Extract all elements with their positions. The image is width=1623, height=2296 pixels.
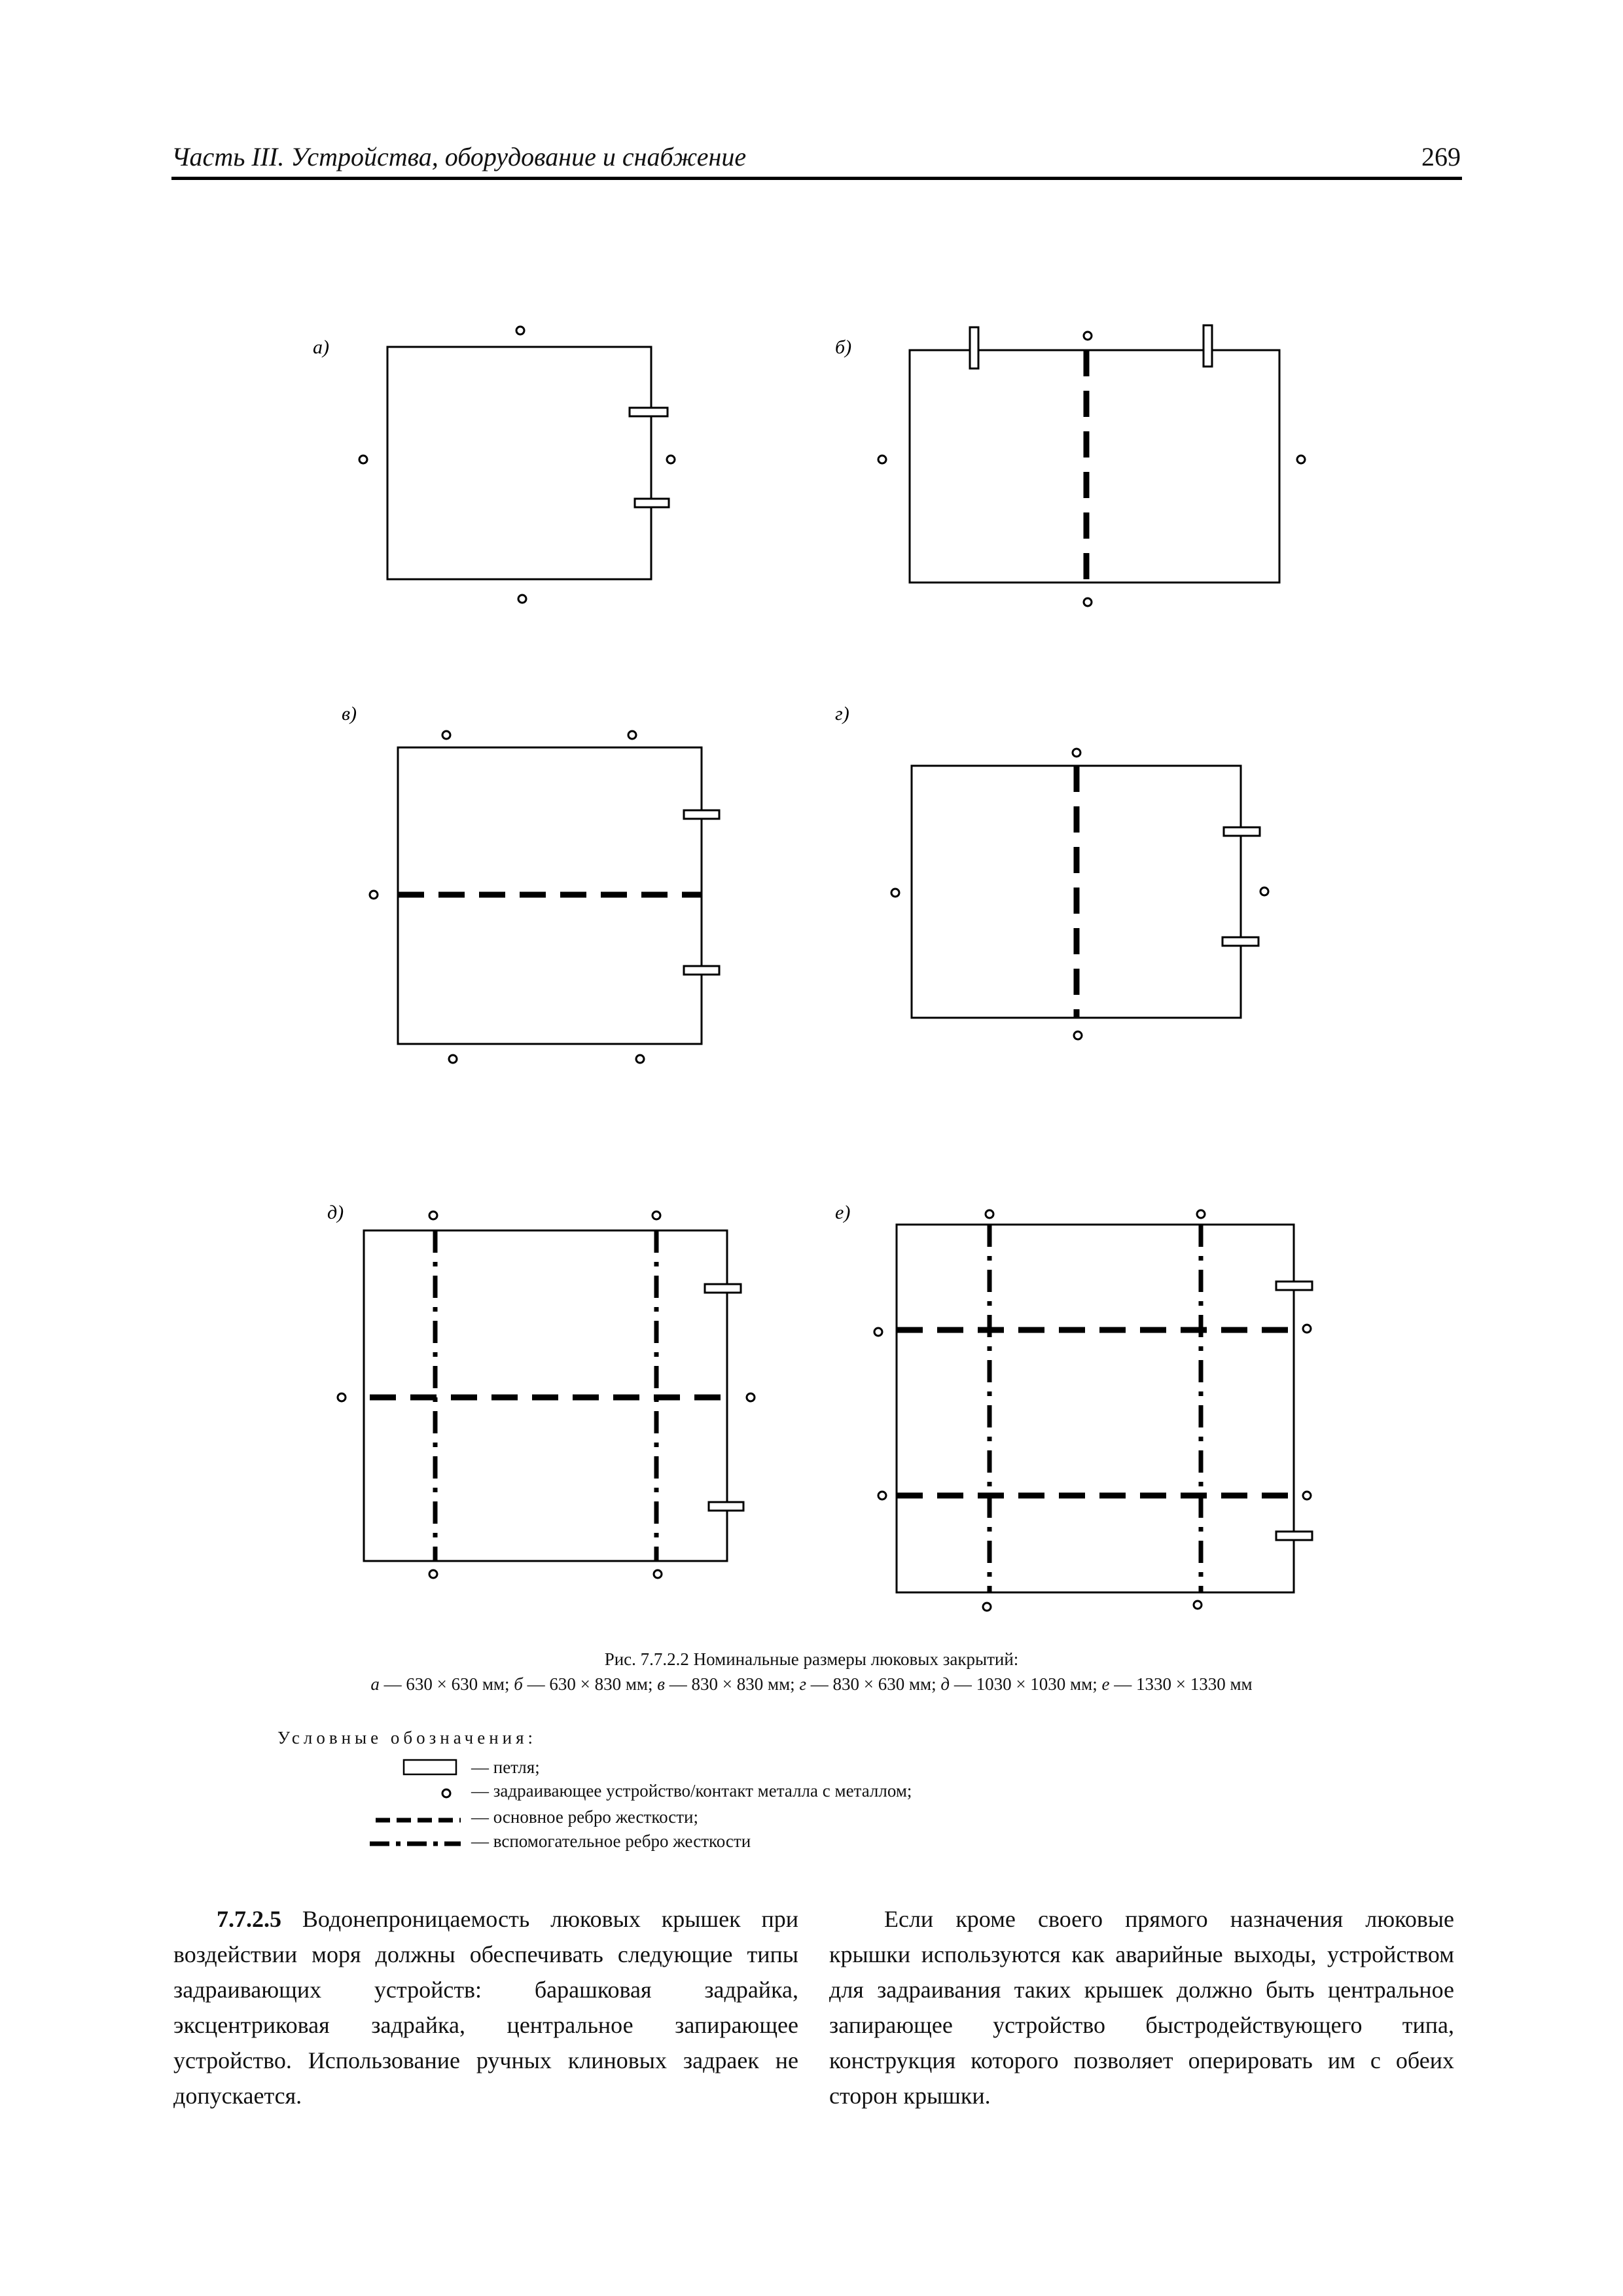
cleat-icon	[1303, 1492, 1311, 1499]
hinge-icon	[1222, 937, 1258, 946]
size-letter: д	[940, 1674, 950, 1694]
size-letter: а	[370, 1674, 380, 1694]
legend-item-hinge: — петля;	[471, 1757, 540, 1777]
size-letter: е	[1101, 1674, 1110, 1694]
size-letter: в	[657, 1674, 666, 1694]
cleat-icon	[667, 456, 675, 463]
hinge-icon	[635, 499, 669, 507]
hinge-icon	[709, 1502, 743, 1511]
cleat-icon	[1073, 749, 1080, 757]
size-letter: г	[799, 1674, 806, 1694]
figure-caption-title: Рис. 7.7.2.2 Номинальные размеры люковых закрытий:	[604, 1649, 1019, 1669]
cleat-icon	[518, 595, 526, 603]
cleat-icon	[1194, 1601, 1202, 1609]
cleat-icon	[449, 1055, 457, 1063]
cleat-icon	[636, 1055, 644, 1063]
figure-caption-sizes: а — 630 × 630 мм; б — 630 × 830 мм; в — 830 × 830 мм; г — 830 × 630 мм; д — 1030 × 1030 мм; е — 1330 × 1330 мм	[370, 1674, 1253, 1694]
cleat-icon	[338, 1393, 346, 1401]
panel-b-cover	[910, 350, 1279, 583]
panel-g	[835, 703, 1268, 1039]
clause-text: Водонепроницаемость люковых крышек при воздействии моря должны обеспечивать следующие типы задраивающих устройств: барашковая задрайка, эксцентриковая задрайка, центральное запирающее устройство. Использование ручных клиновых задраек не допускается.	[173, 1906, 799, 2109]
hinge-icon	[705, 1284, 741, 1293]
cleat-icon	[1084, 332, 1092, 340]
panel-d	[327, 1202, 755, 1578]
panel-e	[835, 1202, 1312, 1611]
cleat-icon	[878, 1492, 886, 1499]
hinge-icon	[404, 1760, 456, 1774]
cleat-icon	[1303, 1325, 1311, 1333]
cleat-icon	[874, 1328, 882, 1336]
cleat-icon	[986, 1210, 993, 1218]
paragraph-text: Если кроме своего прямого назначения люковые крышки используются как аварийные выходы, устройством для задраивания таких крышек должно быть центральное запирающее устройство быстродействующего типа, конструкция которого позволяет оперировать им с обеих сторон крышки.	[829, 1906, 1454, 2109]
panel-e-label: е)	[835, 1202, 851, 1223]
hinge-icon	[1224, 827, 1260, 836]
panel-a	[313, 327, 675, 603]
cleat-icon	[628, 731, 636, 739]
legend-item-cleat: — задраивающее устройство/контакт металла с металлом;	[471, 1781, 912, 1801]
cleat-icon	[442, 731, 450, 739]
cleat-icon	[983, 1603, 991, 1611]
panel-v	[342, 703, 719, 1063]
cleat-icon	[878, 456, 886, 463]
panel-d-label: д)	[327, 1202, 344, 1223]
cleat-icon	[359, 456, 367, 463]
cleat-icon	[370, 891, 378, 899]
cleat-icon	[429, 1570, 437, 1578]
panel-a-cover	[387, 347, 651, 579]
cleat-icon	[1197, 1210, 1205, 1218]
panel-g-label: г)	[835, 703, 849, 725]
cleat-icon	[1297, 456, 1305, 463]
cleat-icon	[652, 1211, 660, 1219]
running-header-title: Часть III. Устройства, оборудование и снабжение	[171, 142, 747, 171]
cleat-icon	[1260, 888, 1268, 895]
panel-e-cover	[897, 1225, 1294, 1592]
hinge-icon	[1276, 1282, 1312, 1290]
cleat-icon	[442, 1789, 450, 1797]
cleat-icon	[1074, 1031, 1082, 1039]
panel-v-label: в)	[342, 703, 357, 725]
hinge-icon	[1276, 1532, 1312, 1540]
legend-title: Условные обозначения:	[277, 1728, 537, 1748]
legend-item-main-stiffener: — основное ребро жесткости;	[471, 1807, 698, 1827]
body-column-left	[173, 1901, 798, 2113]
panel-b	[835, 325, 1305, 606]
legend-symbols	[370, 1760, 461, 1844]
cleat-icon	[747, 1393, 755, 1401]
cleat-icon	[1084, 598, 1092, 606]
cleat-icon	[516, 327, 524, 334]
hinge-icon	[970, 327, 978, 368]
page-number: 269	[1421, 142, 1461, 171]
hinge-icon	[684, 966, 719, 975]
panel-a-label: а)	[313, 336, 329, 358]
cleat-icon	[891, 889, 899, 897]
cleat-icon	[654, 1570, 662, 1578]
size-letter: б	[514, 1674, 523, 1694]
body-column-right	[829, 1901, 1454, 2113]
hinge-icon	[684, 810, 719, 819]
hinge-icon	[1204, 325, 1212, 367]
cleat-icon	[429, 1211, 437, 1219]
legend-item-auxiliary-stiffener: — вспомогательное ребро жесткости	[471, 1831, 751, 1851]
panel-b-label: б)	[835, 336, 852, 358]
hinge-icon	[630, 408, 668, 416]
clause-number: 7.7.2.5	[217, 1906, 281, 1932]
